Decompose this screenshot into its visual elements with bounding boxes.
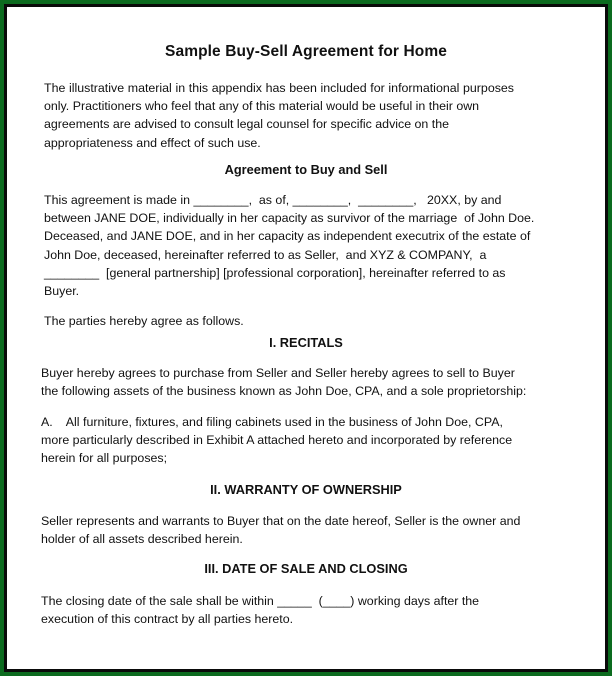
intro-line: only. Practitioners who feel that any of this material would be useful in their own: [44, 99, 480, 114]
agreement-line: Deceased, and JANE DOE, and in her capacity as independent executrix of the estate of: [44, 229, 531, 244]
recitals-line: the following assets of the business known as John Doe, CPA, and a sole proprietorship:: [41, 384, 527, 399]
agreement-line: Buyer.: [44, 284, 80, 299]
warranty-line: holder of all assets described herein.: [41, 532, 243, 547]
item-a-line: A. All furniture, fixtures, and filing cabinets used in the business of John Doe, CPA,: [41, 415, 503, 429]
warranty-paragraph: [41, 512, 565, 548]
agreement-line: ________ [general partnership] [professional corporation], hereinafter referred to as: [44, 265, 506, 280]
intro-paragraph: [44, 79, 514, 152]
item-a-line: herein for all purposes;: [41, 451, 168, 466]
intro-line: The illustrative material in this appendix has been included for informational purposes: [44, 81, 514, 95]
closing-line: execution of this contract by all parties hereto.: [41, 612, 294, 627]
agreement-line: between JANE DOE, individually in her capacity as survivor of the marriage of John Doe.: [44, 211, 535, 226]
closing-paragraph: [41, 592, 565, 628]
intro-line: agreements are advised to consult legal counsel for specific advice on the: [44, 117, 449, 132]
intro-line: appropriateness and effect of such use.: [44, 135, 261, 150]
document-frame-inner: [4, 4, 608, 672]
agreement-line: John Doe, deceased, hereinafter referred to as Seller, and XYZ & COMPANY, a: [44, 247, 487, 262]
item-a-paragraph: [41, 413, 565, 468]
recitals-paragraph: [41, 364, 565, 400]
warranty-heading: II. WARRANTY OF OWNERSHIP: [210, 482, 402, 497]
parties-paragraph: [44, 312, 564, 330]
recitals-line: Buyer hereby agrees to purchase from Seller and Seller hereby agrees to sell to Buyer: [41, 366, 515, 380]
agreement-heading: Agreement to Buy and Sell: [224, 162, 388, 177]
closing-line: The closing date of the sale shall be within _____ (____) working days after the: [41, 594, 480, 608]
document-page: [7, 7, 605, 669]
document-title: Sample Buy-Sell Agreement for Home: [165, 43, 447, 60]
closing-heading: III. DATE OF SALE AND CLOSING: [204, 561, 408, 576]
warranty-line: Seller represents and warrants to Buyer that on the date hereof, Seller is the owner and: [41, 514, 521, 528]
recitals-heading: I. RECITALS: [269, 335, 343, 350]
agreement-paragraph: [44, 191, 568, 300]
parties-line: The parties hereby agree as follows.: [44, 314, 244, 328]
agreement-line: This agreement is made in ________, as of, ________, ________, 20XX, by and: [44, 193, 502, 207]
item-a-line: more particularly described in Exhibit A attached hereto and incorporated by reference: [41, 433, 513, 448]
